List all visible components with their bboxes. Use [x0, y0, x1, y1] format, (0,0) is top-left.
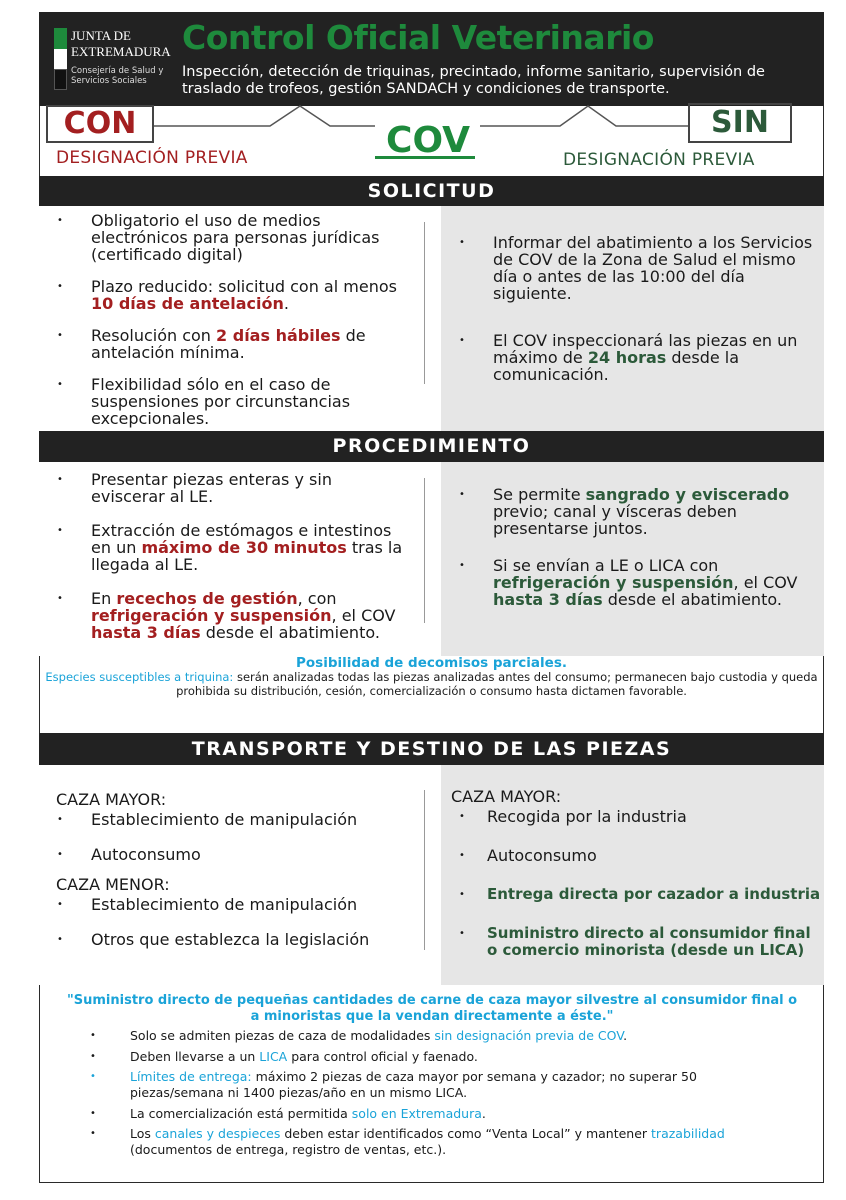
- section-procedimiento-header: PROCEDIMIENTO: [39, 431, 824, 462]
- highlight-text: LICA: [259, 1048, 288, 1064]
- item-text: Flexibilidad sólo en el caso de suspensiones por circunstancias excepcionales.: [91, 375, 351, 428]
- item-text: Resolución con: [91, 326, 217, 345]
- highlight-text: 2 días hábiles: [216, 326, 341, 345]
- transporte-right-column: [441, 765, 824, 985]
- item-text: desde el abatimiento.: [602, 590, 782, 609]
- left-caza-mayor-label: CAZA MAYOR:: [56, 790, 167, 809]
- item-text: Deben llevarse a un: [130, 1048, 260, 1064]
- list-item: [441, 886, 824, 903]
- solicitud-right-list: [441, 206, 824, 383]
- list-item: [39, 590, 408, 641]
- list-item: • Establecimiento de manipulación: [39, 811, 408, 828]
- list-item: [90, 1106, 790, 1122]
- column-divider: [424, 478, 425, 623]
- item-text: , el COV: [331, 606, 396, 625]
- solicitud-left-column: [39, 206, 408, 431]
- item-text: máximo 2 piezas de caza mayor por semana y cazador; no superar 50 piezas/semana ni 1400 piezas/año en un mismo LICA.: [130, 1069, 697, 1100]
- item-text: Solo se admiten piezas de caza de modalidades: [130, 1028, 435, 1043]
- item-text: Plazo reducido: solicitud con al menos: [91, 277, 397, 296]
- list-item: [441, 234, 824, 302]
- item-text: Si se envían a LE o LICA con: [493, 556, 719, 575]
- highlight-text: máximo de 30 minutos: [141, 538, 347, 557]
- item-text: (documentos de entrega, registro de ventas, etc.).: [130, 1142, 447, 1157]
- list-item: • Autoconsumo: [39, 846, 408, 863]
- transporte-left-column: [39, 765, 408, 985]
- item-text: .: [283, 294, 289, 313]
- left-caza-mayor-list: [39, 811, 408, 863]
- left-caza-menor-list: [39, 896, 408, 948]
- item-text: de antelación mínima.: [91, 326, 366, 362]
- highlight-text: sin designación previa de COV: [434, 1028, 624, 1043]
- con-designacion-label: DESIGNACIÓN PREVIA: [56, 148, 248, 168]
- item-text: desde la comunicación.: [493, 348, 740, 384]
- list-item: • Otros que establezca la legislación: [39, 931, 408, 948]
- decomisos-note: [39, 656, 824, 698]
- list-item: [90, 1126, 790, 1158]
- item-text: Extracción de estómagos e intestinos en un: [91, 521, 392, 557]
- list-item: [39, 376, 408, 427]
- list-item: [39, 212, 408, 263]
- suministro-quote: "Suministro directo de pequeñas cantidades de carne de caza mayor silvestre al consumidor final o a minoristas que la vendan directamente a éste.": [66, 993, 798, 1024]
- solicitud-right-column: [441, 206, 824, 431]
- triquina-label: Especies susceptibles a triquina:: [45, 670, 234, 684]
- list-item: [441, 847, 824, 864]
- item-text: Obligatorio el uso de medios electrónicos para personas jurídicas (certificado digital): [91, 211, 380, 264]
- cov-label: COV: [386, 120, 470, 161]
- highlight-text: Entrega directa por cazador a industria: [487, 885, 821, 903]
- highlight-text: hasta 3 días: [91, 623, 201, 642]
- list-item: [39, 471, 408, 505]
- item-text: desde el abatimiento.: [200, 623, 380, 642]
- highlight-text: trazabilidad: [651, 1126, 725, 1141]
- list-item: • Establecimiento de manipulación: [39, 896, 408, 913]
- left-caza-menor-label: CAZA MENOR:: [56, 875, 170, 894]
- logo-line2: EXTREMADURA: [71, 44, 171, 59]
- item-text: Autoconsumo: [487, 846, 597, 865]
- item-text: En: [91, 589, 117, 608]
- item-text: previo; canal y vísceras deben presentarse juntos.: [493, 502, 737, 538]
- item-text: .: [623, 1028, 628, 1043]
- suministro-conditions-list: [90, 1028, 790, 1163]
- list-item: [441, 808, 824, 825]
- item-text: Informar del abatimiento a los Servicios de COV de la Zona de Salud el mismo día o antes de las 10:00 del día siguiente.: [493, 233, 813, 303]
- logo-line1: JUNTA DE: [71, 28, 131, 43]
- section-solicitud-header: SOLICITUD: [39, 176, 824, 206]
- item-text: El COV inspeccionará las piezas en un máximo de: [493, 331, 798, 367]
- column-divider: [424, 790, 425, 950]
- page-title: Control Oficial Veterinario: [182, 18, 654, 57]
- item-text: La comercialización está permitida: [130, 1105, 352, 1121]
- highlight-text: refrigeración y suspensión: [493, 573, 734, 592]
- procedimiento-right-list: [441, 462, 824, 608]
- highlight-text: canales y despieces: [154, 1126, 281, 1141]
- right-caza-mayor-list: [441, 808, 824, 959]
- highlight-text: solo en Extremadura: [351, 1105, 482, 1121]
- sin-designacion-label: DESIGNACIÓN PREVIA: [563, 150, 755, 170]
- highlight-text: hasta 3 días: [493, 590, 603, 609]
- right-caza-mayor-label: CAZA MAYOR:: [451, 787, 562, 806]
- item-text: , con: [297, 589, 337, 608]
- list-item: [90, 1028, 790, 1044]
- item-text: Los: [130, 1126, 155, 1141]
- page-subtitle: Inspección, detección de triquinas, precintado, informe sanitario, supervisión de traslado de trofeos, gestión SANDACH y condiciones de transporte.: [182, 64, 765, 97]
- list-item: [441, 486, 824, 537]
- section-transporte-header: TRANSPORTE Y DESTINO DE LAS PIEZAS: [39, 733, 824, 765]
- con-label: CON: [46, 105, 154, 143]
- solicitud-left-list: [39, 206, 408, 427]
- triquina-text: [39, 670, 824, 698]
- highlight-text: 24 horas: [587, 348, 667, 367]
- item-text: , el COV: [733, 573, 798, 592]
- triquina-body: serán analizadas todas las piezas analizadas antes del consumo; permanecen bajo custodia y queda prohibida su distribución, cesión, comercialización o consumo hasta dictamen favorable.: [176, 670, 818, 698]
- highlight-text: 10 días de antelación: [91, 294, 284, 313]
- procedimiento-right-column: [441, 462, 824, 656]
- column-divider: [424, 222, 425, 384]
- procedimiento-left-column: [39, 462, 408, 656]
- connector-lines: [0, 0, 846, 200]
- item-text: para control oficial y faenado.: [287, 1048, 478, 1064]
- decomisos-title: Posibilidad de decomisos parciales.: [296, 655, 567, 671]
- item-text: tras la llegada al LE.: [91, 538, 403, 574]
- highlight-text: Límites de entrega:: [130, 1069, 252, 1084]
- item-text: Se permite: [493, 485, 586, 504]
- highlight-text: refrigeración y suspensión: [91, 606, 332, 625]
- logo-line3: Consejería de Salud y Servicios Sociales: [71, 66, 164, 86]
- list-item: [39, 278, 408, 312]
- procedimiento-left-list: [39, 462, 408, 641]
- highlight-text: recechos de gestión: [116, 589, 298, 608]
- list-item: [441, 925, 824, 959]
- list-item: [90, 1049, 790, 1065]
- item-text: Recogida por la industria: [487, 807, 687, 826]
- highlight-text: sangrado y eviscerado: [585, 485, 790, 504]
- item-text: deben estar identificados como “Venta Local” y mantener: [280, 1126, 652, 1141]
- list-item: [441, 332, 824, 383]
- list-item: [39, 522, 408, 573]
- list-item: [39, 327, 408, 361]
- list-item: [90, 1069, 790, 1101]
- sin-label: SIN: [688, 103, 792, 143]
- highlight-text: Suministro directo al consumidor final o comercio minorista (desde un LICA): [487, 924, 811, 959]
- item-text: .: [481, 1105, 486, 1121]
- list-item: [441, 557, 824, 608]
- item-text: Presentar piezas enteras y sin eviscerar al LE.: [91, 470, 332, 506]
